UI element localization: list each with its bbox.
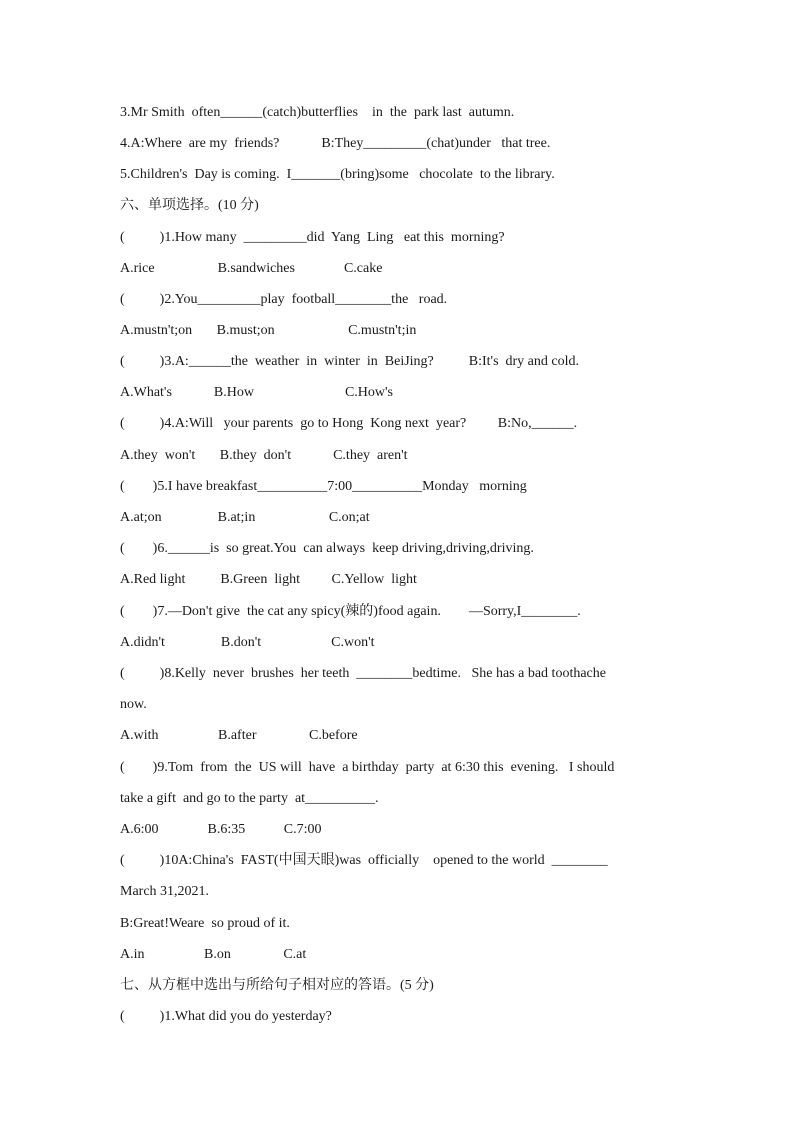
question-10-response: B:Great!Weare so proud of it. xyxy=(120,916,290,931)
question-9: ( )9.Tom from the US will have a birthday party at 6:30 this evening. I should xyxy=(120,760,615,775)
section-7-heading: 七、从方框中选出与所给句子相对应的答语。(5 分) xyxy=(120,978,434,993)
question-8: ( )8.Kelly never brushes her teeth ________bedtime. She has a bad toothache xyxy=(120,666,606,681)
question-4: ( )4.A:Will your parents go to Hong Kong next year? B:No,______. xyxy=(120,416,578,431)
question-7: ( )7.—Don't give the cat any spicy(辣的)food again. —Sorry,I________. xyxy=(120,604,581,619)
section-6-heading: 六、单项选择。(10 分) xyxy=(120,198,259,213)
options-10: A.in B.on C.at xyxy=(120,947,307,962)
question-3: ( )3.A:______the weather in winter in BeiJing? B:It's dry and cold. xyxy=(120,354,579,369)
question-2: ( )2.You_________play football________the road. xyxy=(120,292,448,307)
question-1: ( )1.How many _________did Yang Ling eat this morning? xyxy=(120,230,505,245)
options-1: A.rice B.sandwiches C.cake xyxy=(120,261,383,276)
question-5: ( )5.I have breakfast__________7:00__________Monday morning xyxy=(120,479,527,494)
options-7: A.didn't B.don't C.won't xyxy=(120,635,375,650)
question-10-continued: March 31,2021. xyxy=(120,884,210,899)
matching-question-1: ( )1.What did you do yesterday? xyxy=(120,1009,332,1024)
options-6: A.Red light B.Green light C.Yellow light xyxy=(120,572,417,587)
question-6: ( )6.______is so great.You can always keep driving,driving,driving. xyxy=(120,541,534,556)
options-9: A.6:00 B.6:35 C.7:00 xyxy=(120,822,322,837)
fill-in-item-5: 5.Children's Day is coming. I_______(bring)some chocolate to the library. xyxy=(120,167,555,182)
options-8: A.with B.after C.before xyxy=(120,728,358,743)
question-9-continued: take a gift and go to the party at__________. xyxy=(120,791,379,806)
options-5: A.at;on B.at;in C.on;at xyxy=(120,510,370,525)
options-3: A.What's B.How C.How's xyxy=(120,385,393,400)
question-10: ( )10A:China's FAST(中国天眼)was officially opened to the world ________ xyxy=(120,853,608,868)
question-8-continued: now. xyxy=(120,697,147,712)
options-4: A.they won't B.they don't C.they aren't xyxy=(120,448,408,463)
fill-in-item-4: 4.A:Where are my friends? B:They_________(chat)under that tree. xyxy=(120,136,551,151)
options-2: A.mustn't;on B.must;on C.mustn't;in xyxy=(120,323,417,338)
fill-in-item-3: 3.Mr Smith often______(catch)butterflies in the park last autumn. xyxy=(120,105,515,120)
